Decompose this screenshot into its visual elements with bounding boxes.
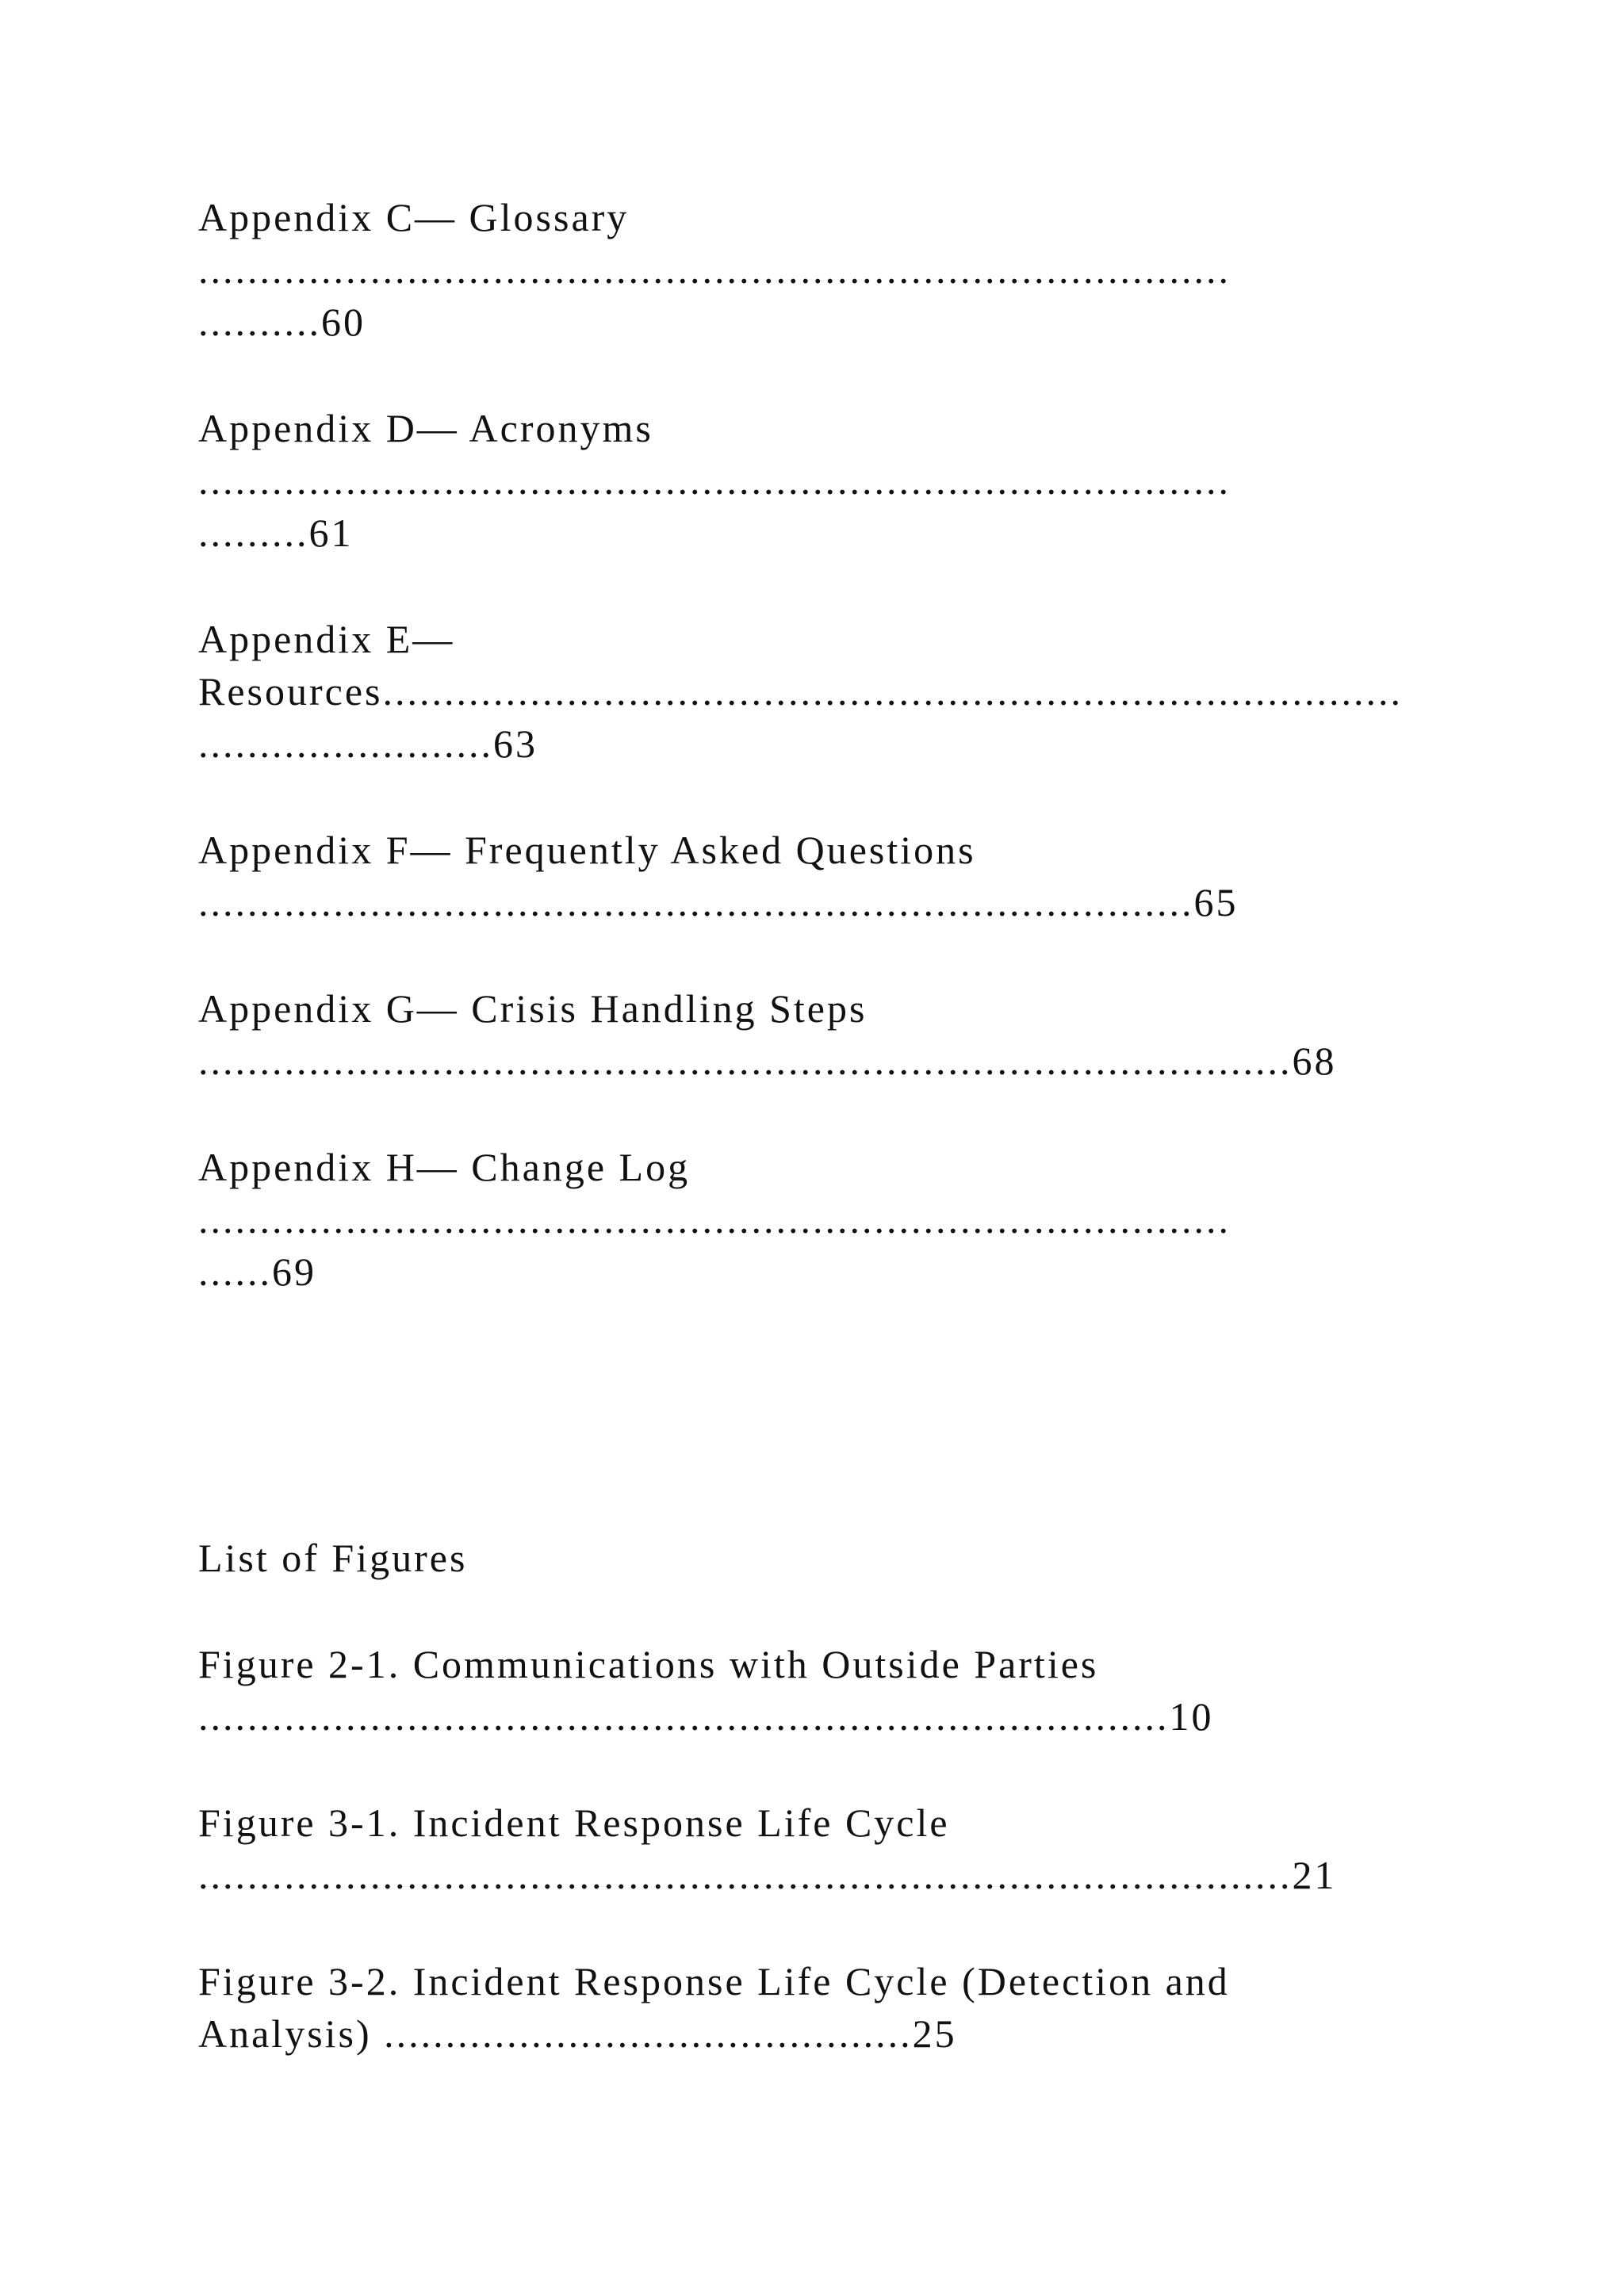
entry-title: Figure 3-2. Incident Response Life Cycle (Detection and: [198, 1959, 1230, 2003]
toc-entry-appendix-e: [198, 613, 1451, 770]
entry-title: Appendix C— Glossary: [198, 195, 630, 239]
entry-title: Figure 2-1. Communications with Outside Parties: [198, 1642, 1099, 1686]
list-of-figures-heading: [198, 1532, 1451, 1584]
toc-entry-appendix-g: [198, 982, 1451, 1087]
entry-title: Appendix G— Crisis Handling Steps: [198, 986, 868, 1031]
toc-entry-figure-3-2: [198, 1955, 1451, 2060]
entry-leader: ....................................................................................: [198, 247, 1231, 292]
entry-page: .........................................................................................68: [198, 1039, 1337, 1083]
entry-title: Appendix D— Acronyms: [198, 406, 653, 450]
entry-title: Figure 3-1. Incident Response Life Cycle: [198, 1800, 950, 1845]
table-of-contents: [198, 191, 1451, 2114]
toc-entry-appendix-d: [198, 402, 1451, 559]
entry-page: .........................................................................................21: [198, 1853, 1337, 1897]
toc-entry-appendix-h: [198, 1141, 1451, 1298]
entry-page: ......69: [198, 1249, 316, 1294]
entry-page: ...............................................................................10: [198, 1694, 1214, 1739]
entry-title: Appendix E—: [198, 617, 455, 661]
entry-title: Appendix H— Change Log: [198, 1145, 691, 1189]
section-title: List of Figures: [198, 1536, 468, 1580]
toc-entry-appendix-c: [198, 191, 1451, 348]
entry-page: .................................................................................65: [198, 880, 1239, 924]
toc-entry-figure-2-1: [198, 1638, 1451, 1743]
entry-page: .........61: [198, 511, 354, 555]
entry-leader: ....................................................................................: [198, 1197, 1231, 1242]
entry-title-continued: Resources...................................................................................: [198, 669, 1403, 714]
entry-leader: ....................................................................................: [198, 458, 1231, 503]
toc-entry-figure-3-1: [198, 1797, 1451, 1901]
entry-title: Appendix F— Frequently Asked Questions: [198, 828, 976, 872]
entry-page: ..........60: [198, 300, 366, 344]
toc-entry-appendix-f: [198, 824, 1451, 928]
entry-page: Analysis) ...........................................25: [198, 2011, 957, 2056]
entry-page: ........................63: [198, 721, 538, 766]
